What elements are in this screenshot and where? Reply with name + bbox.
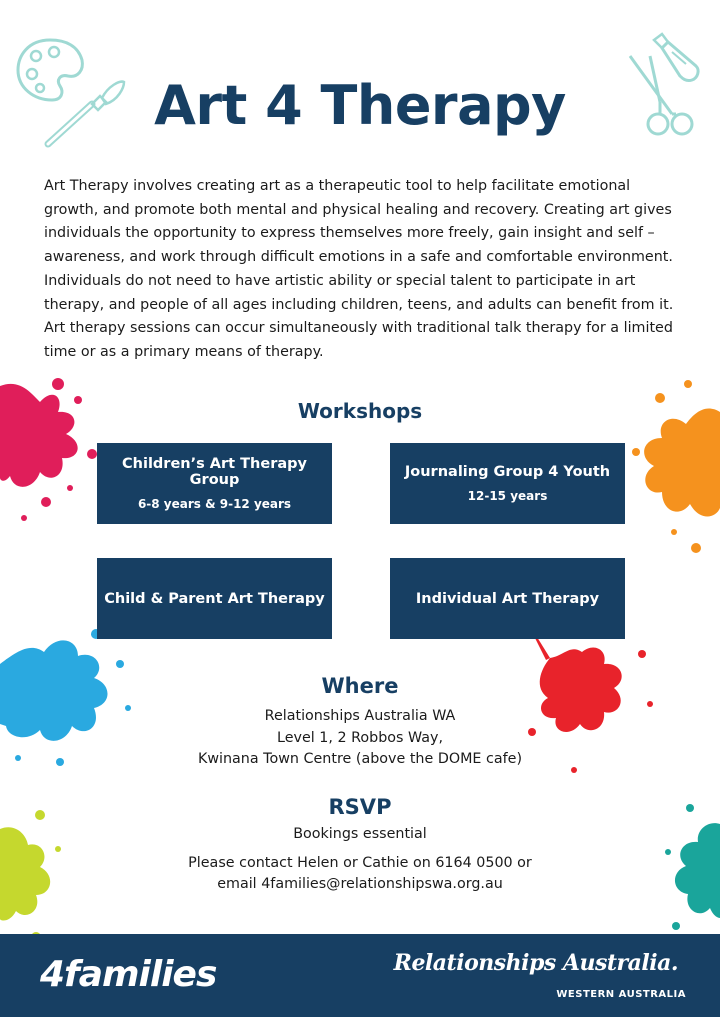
pink-paint-splat: [0, 368, 110, 538]
where-heading: Where: [321, 674, 399, 698]
rsvp-contact-phone: Please contact Helen or Cathie on 6164 0500 or: [188, 855, 532, 871]
workshop-card-journaling-group: [390, 443, 625, 524]
workshop-card-childrens-group: [97, 443, 332, 524]
workshop-card-title: Individual Art Therapy: [415, 590, 600, 607]
4families-logo: 4families: [40, 954, 217, 995]
workshop-card-subtitle: 12-15 years: [467, 489, 548, 503]
workshop-card-subtitle: 6-8 years & 9-12 years: [137, 497, 292, 511]
workshop-card-individual: [390, 558, 625, 639]
where-address: [0, 706, 720, 771]
rsvp-contact-email: email 4families@relationshipswa.org.au: [217, 876, 503, 892]
rsvp-heading: RSVP: [328, 795, 392, 819]
where-line-centre: Kwinana Town Centre (above the DOME cafe): [197, 751, 523, 767]
workshop-card-title: Child & Parent Art Therapy: [104, 590, 325, 607]
intro-paragraph: Art Therapy involves creating art as a therapeutic tool to help facilitate emotional growth, and promote both mental and physical healing and recovery. Creating art gives individuals the opportunity to express themselves more freely, gain insight and self – awareness, and work through difficult emotions in a safe and comfortable environment. Individuals do not need to have artistic ability or special talent to participate in art therapy, and people of all ages including children, teens, and adults can benefit from it. Art therapy sessions can occur simultaneously with traditional talk therapy for a limited time or as a primary means of therapy.: [44, 178, 674, 360]
page-title: Art 4 Therapy: [154, 74, 566, 137]
rsvp-bookings-note: Bookings essential: [293, 826, 427, 842]
workshop-card-child-parent: [97, 558, 332, 639]
relationships-australia-logo-subtitle: WESTERN AUSTRALIA: [556, 989, 686, 1000]
workshop-card-title: Journaling Group 4 Youth: [404, 464, 611, 480]
where-line-organisation: Relationships Australia WA: [264, 708, 456, 724]
where-line-street: Level 1, 2 Robbos Way,: [276, 729, 444, 746]
rsvp-details: [0, 824, 720, 895]
workshop-card-title: Children’s Art Therapy Group: [122, 456, 307, 488]
workshops-heading: Workshops: [297, 399, 423, 423]
relationships-australia-logo: Relationships Australia.: [393, 950, 678, 976]
